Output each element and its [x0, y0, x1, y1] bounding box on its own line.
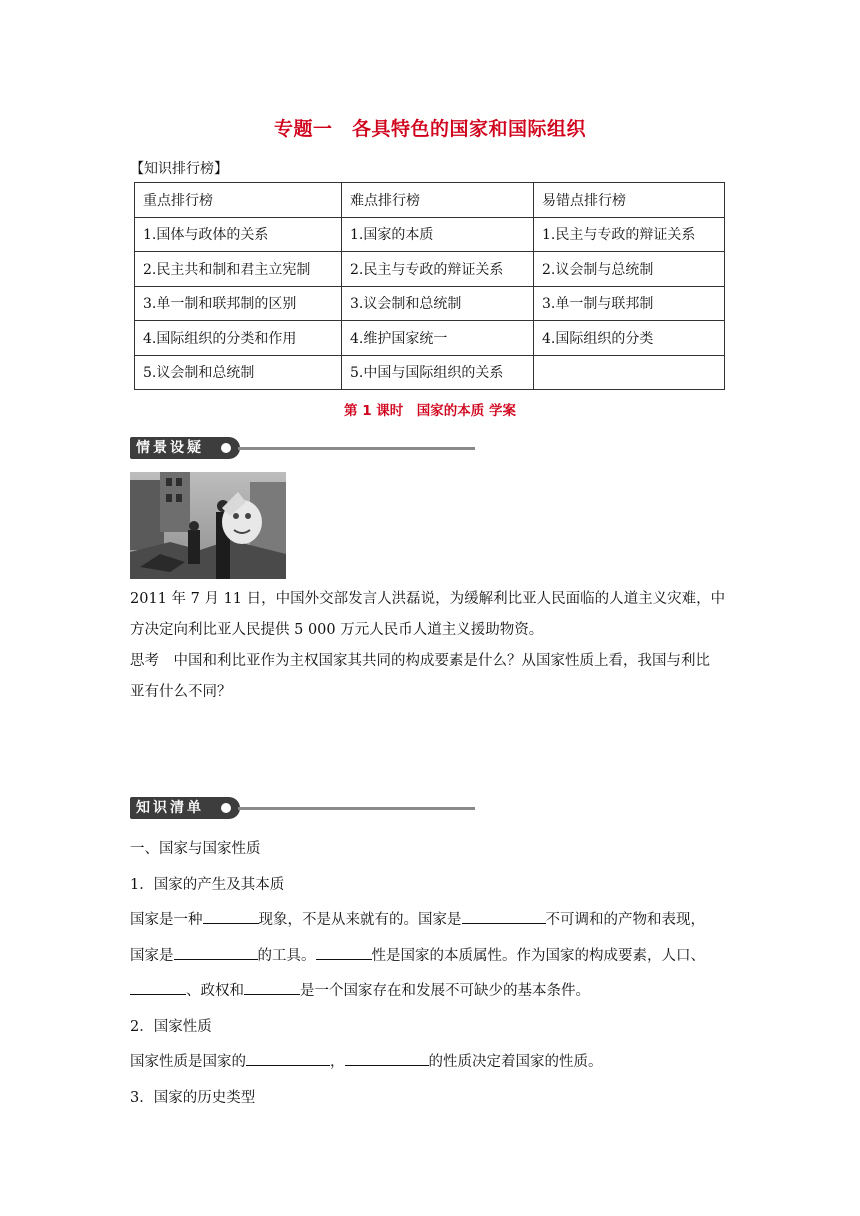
table-cell [534, 355, 725, 390]
ranking-label: 【知识排行榜】 [130, 161, 228, 177]
table-row [135, 286, 725, 321]
news-line: 2011 年 7 月 11 日，中国外交部发言人洪磊说，为缓解利比亚人民面临的人道主义灾难，中 [130, 591, 726, 607]
table-cell: 3.议会制和总统制 [342, 286, 534, 321]
think-line: 亚有什么不同？ [130, 684, 232, 700]
fill-in-line: 国家性质是国家的 ， 的性质决定着国家的性质。 [130, 1045, 730, 1081]
table-cell: 4.国际组织的分类和作用 [135, 321, 342, 356]
page-title: 专题一 各具特色的国家和国际组织 [273, 118, 586, 140]
table-cell: 1.民主与专政的辩证关系 [534, 217, 725, 252]
answer-blank[interactable] [244, 980, 300, 995]
banner-rule [238, 807, 475, 810]
subsection-heading: 2．国家性质 [130, 1018, 212, 1035]
subsection-heading: 3．国家的历史类型 [130, 1089, 256, 1106]
banner-rule [238, 447, 475, 450]
fill-in-line: 国家是 的工具。 性是国家的本质属性。作为国家的构成要素，人口、 [130, 939, 730, 975]
knowledge-list [130, 832, 730, 1116]
table-cell: 2.议会制与总统制 [534, 252, 725, 287]
answer-blank[interactable] [246, 1051, 330, 1066]
think-line: 思考 中国和利比亚作为主权国家其共同的构成要素是什么？从国家性质上看，我国与利比 [130, 653, 710, 669]
answer-blank[interactable] [345, 1051, 429, 1066]
ranking-table [134, 182, 725, 390]
header-difficult-points: 难点排行榜 [342, 183, 534, 218]
table-cell: 4.维护国家统一 [342, 321, 534, 356]
banner-dot-icon [221, 803, 231, 813]
answer-blank[interactable] [174, 945, 258, 960]
table-cell: 1.国体与政体的关系 [135, 217, 342, 252]
table-row [135, 321, 725, 356]
subsection-heading: 1．国家的产生及其本质 [130, 876, 285, 893]
banner-label: 知识清单 [130, 797, 240, 819]
table-header-row [135, 183, 725, 218]
table-cell: 2.民主共和制和君主立宪制 [135, 252, 342, 287]
answer-blank[interactable] [203, 909, 259, 924]
answer-blank[interactable] [462, 909, 546, 924]
news-photo [130, 472, 286, 579]
table-cell: 4.国际组织的分类 [534, 321, 725, 356]
table-row [135, 217, 725, 252]
fill-in-line: 国家是一种 现象，不是从来就有的。国家是 不可调和的产物和表现， [130, 903, 730, 939]
lesson-title: 第 1 课时 国家的本质 学案 [344, 403, 516, 419]
table-cell: 5.中国与国际组织的关系 [342, 355, 534, 390]
fill-in-line: 、政权和 是一个国家存在和发展不可缺少的基本条件。 [130, 974, 730, 1010]
table-cell: 5.议会制和总统制 [135, 355, 342, 390]
section-banner-scenario [130, 437, 475, 459]
header-error-points: 易错点排行榜 [534, 183, 725, 218]
banner-dot-icon [221, 443, 231, 453]
scenario-text [130, 584, 730, 708]
news-line: 方决定向利比亚人民提供 5 000 万元人民币人道主义援助物资。 [130, 622, 544, 638]
table-row [135, 355, 725, 390]
section-banner-knowledge [130, 797, 475, 819]
banner-label: 情景设疑 [130, 437, 240, 459]
table-cell: 1.国家的本质 [342, 217, 534, 252]
header-key-points: 重点排行榜 [135, 183, 342, 218]
answer-blank[interactable] [130, 980, 186, 995]
table-cell: 2.民主与专政的辩证关系 [342, 252, 534, 287]
table-cell: 3.单一制和联邦制的区别 [135, 286, 342, 321]
table-row [135, 252, 725, 287]
section-heading: 一、国家与国家性质 [130, 841, 261, 857]
answer-blank[interactable] [316, 945, 372, 960]
table-cell: 3.单一制与联邦制 [534, 286, 725, 321]
